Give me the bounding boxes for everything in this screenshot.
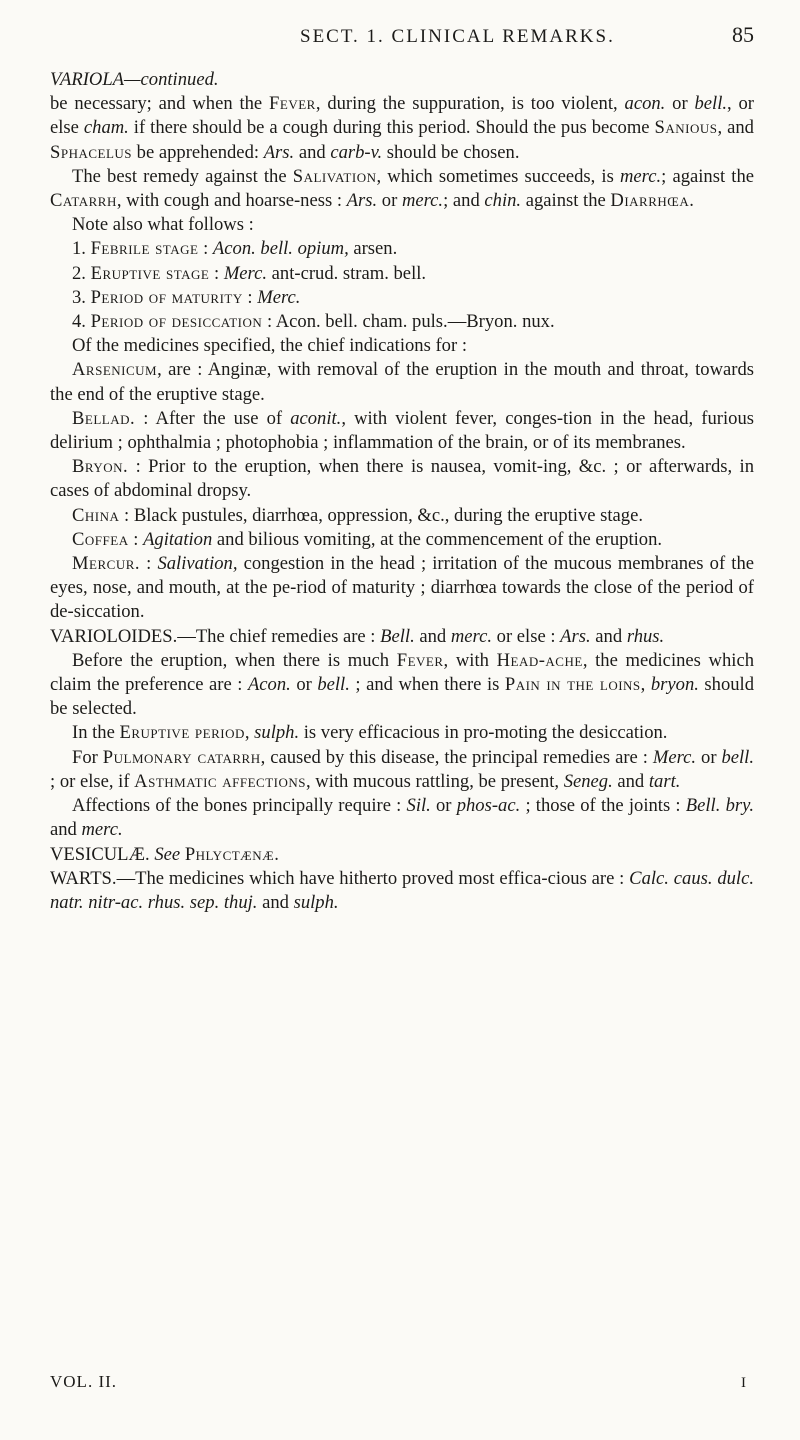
text-run: Period of desiccation <box>90 311 263 333</box>
text-run: should be selected. <box>50 674 755 720</box>
text-run: , or else <box>50 93 754 139</box>
text-run: —The chief remedies are : <box>177 625 381 647</box>
text-run: Febrile stage <box>90 238 199 260</box>
text-run: arsen. <box>348 238 398 260</box>
text-run: , with cough and hoarse-ness : <box>116 190 347 212</box>
text-run: ; or else, if <box>50 770 135 792</box>
text-run: Seneg. <box>563 770 613 792</box>
text-run: merc. <box>450 625 493 647</box>
text-run: and <box>257 891 294 913</box>
signature-mark: I <box>741 1375 746 1391</box>
paragraph <box>50 310 754 334</box>
text-run: . <box>689 190 694 212</box>
text-run: Asthmatic affections <box>134 770 306 792</box>
text-run: Bell. bry. <box>685 795 754 817</box>
text-run: : <box>209 262 224 284</box>
text-run: Note also what follows : <box>72 214 254 236</box>
text-run: , with mucous rattling, be present, <box>306 770 564 792</box>
text-run: VARIOLOIDES. <box>50 625 178 647</box>
text-run: Merc. <box>223 262 268 284</box>
text-run: : After the use of <box>135 407 291 429</box>
page-number: 85 <box>732 22 754 47</box>
text-run: Sanious <box>654 117 718 139</box>
text-run: and <box>590 625 627 647</box>
text-run: For <box>72 746 103 768</box>
text-run: be necessary; and when the <box>50 93 270 115</box>
paragraph <box>50 843 754 867</box>
text-run: Eruptive period <box>119 722 245 744</box>
paragraph <box>50 794 754 842</box>
text-run: Bellad. <box>72 407 136 429</box>
text-run: . <box>274 843 279 865</box>
paragraph <box>50 334 754 358</box>
text-run: 1. <box>72 238 91 260</box>
text-run: merc. <box>401 190 444 212</box>
text-run: and <box>294 141 331 163</box>
paragraph <box>50 625 754 649</box>
text-run: ; against the <box>661 165 754 187</box>
text-run: 3. <box>72 286 91 308</box>
text-run: sulph. <box>293 891 339 913</box>
text-run: —The medicines which have hitherto proved most effica-cious are : <box>116 867 630 889</box>
text-run: Acon. bell. opium, <box>212 238 349 260</box>
text-run: , are : Anginæ, with removal of the eruption in the mouth and throat, towards the end of the eruptive stage. <box>50 359 754 405</box>
text-run: and bilious vomiting, at the commencement of the eruption. <box>212 528 663 550</box>
text-run: , during the suppuration, is too violent, <box>315 93 625 115</box>
paragraph <box>50 721 754 745</box>
text-run: Ars. <box>263 141 295 163</box>
text-run: Merc. <box>257 286 301 308</box>
paragraph <box>50 407 754 455</box>
paragraph <box>50 262 754 286</box>
paragraph <box>50 165 754 213</box>
paragraph <box>50 286 754 310</box>
text-run: Arsenicum <box>72 359 158 381</box>
page-header <box>50 22 754 48</box>
text-run: VARIOLA—continued. <box>50 69 219 90</box>
text-run: Ars. <box>346 190 378 212</box>
text-run: carb-v. <box>330 141 383 163</box>
text-run: China <box>72 504 120 526</box>
text-run: : Prior to the eruption, when there is nausea, vomit-ing, &c. ; or afterwards, in cases of abdominal dropsy. <box>50 456 754 502</box>
paragraph <box>50 68 754 92</box>
text-run: or <box>377 190 402 212</box>
text-run: Affections of the bones principally require : <box>72 795 407 817</box>
text-run: or else : <box>492 625 561 647</box>
text-run: congestion in the head ; irritation of the mucous membranes of the eyes, nose, and mouth, at the pe-riod of maturity ; diarrhœa towards the close of the period of de-siccation. <box>50 553 754 623</box>
text-run: : <box>242 286 258 308</box>
text-run: Head-ache <box>496 649 583 671</box>
text-run: : <box>198 238 213 260</box>
text-run: Bell. <box>380 625 415 647</box>
text-run: sulph. <box>254 722 300 744</box>
text-run: ; those of the joints : <box>520 795 686 817</box>
text-run: aconit. <box>290 407 342 429</box>
text-run: bell. <box>694 93 728 115</box>
text-run: if there should be a cough during this period. Should the pus become <box>128 117 655 139</box>
text-run: Coffea <box>72 528 129 550</box>
running-head: SECT. 1. CLINICAL REMARKS. <box>300 26 615 47</box>
text-run: Ars. <box>560 625 591 647</box>
text-run: , <box>244 722 255 744</box>
text-run: acon. <box>624 93 666 115</box>
text-run: Agitation <box>143 528 213 550</box>
text-run: Bryon. <box>72 456 129 478</box>
text-run: Sil. <box>406 795 431 817</box>
text-run: Sphacelus <box>50 141 133 163</box>
text-run: and <box>612 770 649 792</box>
text-run: phos-ac. <box>456 795 521 817</box>
text-run: merc. <box>81 819 123 841</box>
text-run: be apprehended: <box>132 141 264 163</box>
text-run: merc. <box>620 165 662 187</box>
text-run: Phlyctænæ <box>184 843 275 865</box>
text-run: is very efficacious in pro-moting the desiccation. <box>299 722 668 744</box>
paragraph <box>50 213 754 237</box>
paragraph <box>50 746 754 794</box>
text-run: , the medicines which claim the preference are : <box>50 649 754 696</box>
text-run: VESICULÆ. <box>50 843 155 865</box>
paragraph <box>50 528 754 552</box>
text-run: Period of maturity <box>90 286 243 308</box>
text-run: Before the eruption, when there is much <box>72 649 397 671</box>
text-run: Of the medicines specified, the chief indications for : <box>72 335 467 357</box>
body-text <box>50 68 754 915</box>
text-run: chin. <box>484 190 522 212</box>
text-run: Diarrhœa <box>610 190 690 212</box>
text-run: against the <box>521 190 611 212</box>
text-run: Eruptive stage <box>90 262 210 284</box>
text-run: , with violent fever, conges-tion in the head, furious delirium ; ophthalmia ; photophobia ; inflammation of the brain, or of its membranes. <box>50 407 754 454</box>
text-run: cham. <box>83 117 129 139</box>
text-run: , which sometimes succeeds, is <box>376 165 620 187</box>
text-run: bell. <box>721 746 754 768</box>
text-run: Pulmonary catarrh <box>102 746 261 768</box>
text-run: or <box>430 795 457 817</box>
text-run: and <box>50 819 82 841</box>
text-run: , caused by this disease, the principal remedies are : <box>260 746 653 768</box>
text-run: , and <box>717 117 754 139</box>
paragraph <box>50 92 754 165</box>
text-run: : <box>128 528 144 550</box>
paragraph <box>50 455 754 503</box>
text-run: or <box>696 746 722 768</box>
text-run: 4. <box>72 311 91 333</box>
text-run: Fever <box>396 649 444 671</box>
paragraph <box>50 504 754 528</box>
text-run: Acon. <box>247 674 291 696</box>
text-run: Salivation, <box>157 553 238 575</box>
page-footer <box>50 1372 754 1392</box>
text-run: Pain in the loins <box>504 674 641 696</box>
text-run: : Acon. bell. cham. puls.—Bryon. nux. <box>262 311 555 333</box>
text-run: , <box>640 674 651 696</box>
paragraph <box>50 358 754 406</box>
text-run: WARTS. <box>50 867 117 889</box>
text-run: Catarrh <box>50 190 117 212</box>
text-run: ; and <box>443 190 485 212</box>
text-run: bryon. <box>650 674 699 696</box>
text-run: The best remedy against the <box>72 165 293 187</box>
text-run: 2. <box>72 262 91 284</box>
text-run: : <box>140 553 158 575</box>
text-run: and <box>414 625 451 647</box>
text-run: or <box>665 93 695 115</box>
text-run: Calc. caus. dulc. natr. nitr-ac. rhus. sep. thuj. <box>50 867 754 913</box>
text-run: : Black pustules, diarrhœa, oppression, &c., during the eruptive stage. <box>119 504 644 526</box>
text-run: Mercur. <box>72 553 141 575</box>
text-run: , with <box>443 649 497 671</box>
text-run: bell. <box>317 674 350 696</box>
text-run: rhus. <box>626 625 665 647</box>
paragraph <box>50 867 754 915</box>
text-run: tart. <box>648 770 681 792</box>
text-run: ; and when there is <box>349 674 505 696</box>
text-run: ant-crud. stram. bell. <box>267 262 427 284</box>
text-run: See <box>154 843 181 865</box>
text-run: In the <box>72 722 120 744</box>
volume-label: VOL. II. <box>50 1372 118 1391</box>
paragraph <box>50 649 754 722</box>
paragraph <box>50 552 754 625</box>
text-run: Fever <box>269 93 316 115</box>
text-run: Salivation <box>292 165 377 187</box>
text-run: should be chosen. <box>382 141 520 163</box>
paragraph <box>50 237 754 261</box>
text-run: Merc. <box>652 746 697 768</box>
text-run: or <box>290 674 318 696</box>
